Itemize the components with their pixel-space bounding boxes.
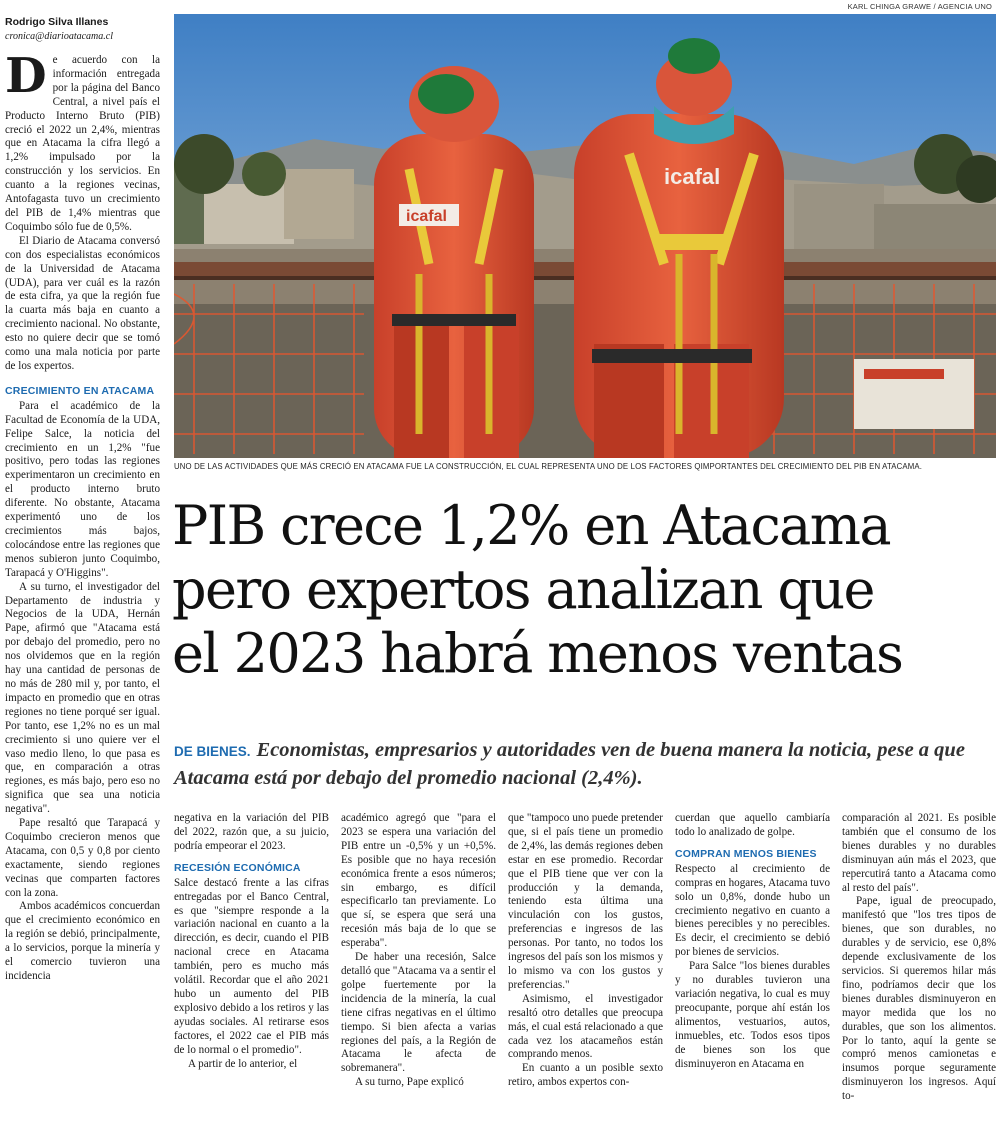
body-paragraph: A su turno, Pape explicó (355, 1076, 464, 1089)
deck (174, 737, 994, 792)
body-paragraph: Asimismo, el investigador resaltó otro detalles que preocupa más, el cual está relacionado a que cada vez los atacameños están comprando menos. (508, 992, 663, 1061)
article-photo (174, 14, 996, 458)
body-paragraph: e acuerdo con la información entregada por la página del Banco Central, a nivel país el Producto Interno Bruto (PIB) creció el 2022 un 2,4%, mientras que en Atacama la cifra llegó a 1,2% impulsado por la construcción y los servicios. En cuanto a la regiones vecinas, Antofagasta tuvo un crecimiento del PIB de 1,4% mientras que Coquimbo sólo fue de 0,5%. (5, 54, 160, 233)
left-column (5, 16, 160, 1126)
headline-line: PIB crece 1,2% en Atacama (172, 494, 890, 557)
vest-logo-left: icafal (406, 208, 447, 225)
section-subhead: CRECIMIENTO EN ATACAMA (5, 384, 155, 397)
photo-credit: KARL CHINGA GRAWE / AGENCIA UNO (847, 2, 992, 11)
body-paragraph: comparación al 2021. Es posible también que el consumo de los bienes durables y no durables disminuyan aún más el 2023, que repercutirá tanto a Atacama como al resto del país". (842, 812, 996, 894)
body-paragraph: Para Salce "los bienes durables y no durables tuvieron una variación negativa, lo cual es muy preocupante, porque ahí están los alimentos, vestuarios, autos, inmuebles, etc. Todos esos tipos de bienes son los que disminuyeron en Atacama en (675, 960, 830, 1070)
section-subhead: COMPRAN MENOS BIENES (675, 847, 817, 860)
body-paragraph: Salce destacó frente a las cifras entregadas por el Banco Central, es que "siempre responde a la variación nacional en cuanto a la dirección, es decir, cuando el PIB nacional crece en Atacama también, pero es mucho más volátil. Recordar que el año 2021 hubo un aumento del PIB explosivo debido a los retiros y las ayudas sociales. Al retirarse esos factores, el 2022 cae el PIB más de lo normal o el promedio". (174, 876, 329, 1056)
deck-text: Economistas, empresarios y autoridades ven de buena manera la noticia, pese a que Atacama está por debajo del promedio nacional (2,4%). (174, 739, 965, 789)
article-column-2 (341, 812, 496, 1127)
body-paragraph: Respecto al crecimiento de compras en hogares, Atacama tuvo solo un 0,8%, donde hubo un crecimiento negativo en cuanto a bienes perecibles y no perecibles. Es decir, el crecimiento se debió por bienes de servicios. (675, 862, 830, 959)
construction-workers-illustration (174, 14, 996, 458)
vest-logo-right: icafal (664, 164, 721, 189)
author-email[interactable]: cronica@diarioatacama.cl (5, 31, 113, 42)
body-paragraph: cuerdan que aquello cambiaría todo lo analizado de golpe. (675, 812, 830, 838)
author-name: Rodrigo Silva Illanes (5, 16, 109, 28)
article-column-5 (842, 812, 996, 1127)
section-subhead: RECESIÓN ECONÓMICA (174, 861, 301, 874)
body-paragraph: De haber una recesión, Salce detalló que "Atacama va a sentir el golpe fuertemente por la incidencia de la minería, la cual tiene cifras negativas en el último tiempo. Si bien afecta a varias regiones del país, a la Región de Atacama le afecta de sobremanera". (341, 951, 496, 1075)
deck-kicker: DE BIENES. (174, 744, 251, 759)
body-paragraph: Ambos académicos concuerdan que el crecimiento económico en la región se debió, principalmente, a lo servicios, porque la minería y el comercio tuvieron una incidencia (5, 900, 160, 982)
body-paragraph: negativa en la variación del PIB del 2022, razón que, a su juicio, podría empeorar el 2023. (174, 812, 329, 852)
body-paragraph: que "tampoco uno puede pretender que, si el país tiene un promedio de 2,4%, las demás regiones deben estar en ese promedio. Recordar que el PIB tiene que ver con la producción y la demanda, teniendo esta última una vinculación con los gustos, preferencias e ingresos de las personas. Por tanto, no todos los ingresos del país son los mismos y lo mismo va con los gustos y preferencias." (508, 812, 663, 991)
body-paragraph: Para el académico de la Facultad de Economía de la UDA, Felipe Salce, la noticia del crecimiento en un 1,2% "fue positivo, pero todas las regiones experimentaron un crecimiento en el producto interno bruto diferente. No obstante, Atacama experimentó uno de los crecimientos más bajos, colocándose entre las regiones que menos subieron junto Coquimbo, Tarapacá y O'Higgins". (5, 399, 160, 579)
body-paragraph: académico agregó que "para el 2023 se espera una variación del PIB entre un -0,5% y un +0,5%. Es posible que no haya recesión económica frente a esos números; sin embargo, es difícil especificarlo tan previamente. Lo que sí, se espera que será una recesión más baja de lo que se esperaba". (341, 812, 496, 950)
photo-caption: UNO DE LAS ACTIVIDADES QUE MÁS CRECIÓ EN ATACAMA FUE LA CONSTRUCCIÓN, EL CUAL REPRESENTA UNO DE LOS FACTORES QIMPORTANTES DEL CRECIMIENTO DEL PIB EN ATACAMA. (174, 462, 923, 471)
body-paragraph: A partir de lo anterior, el (188, 1057, 298, 1070)
body-paragraph: Pape, igual de preocupado, manifestó que "los tres tipos de bienes, que son durables, no durables y de servicio, ese 0,8% depende exclusivamente de los servicios. Si queremos hilar más fino, podríamos decir que los bienes durables disminuyeron en mayor medida que los no durables, que son los alimentos. Por lo tanto, aquí la gente se compró menos camionetas e insumos porque seguramente disminuyeron los ingresos. Aquí to- (842, 895, 996, 1103)
headline-line: pero expertos analizan que (172, 558, 874, 621)
article-column-3 (508, 812, 663, 1127)
article-column-4 (675, 812, 830, 1127)
body-paragraph: A su turno, el investigador del Departamento de industria y Negocios de la UDA, Hernán Pape, afirmó que "Atacama está por debajo del promedio, pero no nos olvidemos que en la región hay una cantidad de personas de no más de 280 mil y, por tanto, el impacto en promedio que en otras regiones no tiene porqué ser igual. Por tanto, ese 1,2% no es un mal crecimiento si uno quiere ver el vaso medio lleno, lo que pasa es que, en comparación a otras regiones, es más bajo, pero eso no significa que sea una noticia negativa". (5, 580, 160, 816)
article-column-1 (174, 812, 329, 1127)
headline-line: el 2023 habrá menos ventas (172, 622, 903, 685)
body-paragraph: En cuanto a un posible sexto retiro, ambos expertos con- (508, 1062, 663, 1089)
body-paragraph: Pape resaltó que Tarapacá y Coquimbo crecieron menos que Atacama, con 0,5 y 0,8 por ciento exactamente, siendo regiones vecinas que comparten factores con la zona. (5, 817, 160, 899)
drop-cap: D (5, 48, 47, 104)
headline (172, 494, 996, 686)
lead-paragraph-wrap (5, 48, 160, 235)
body-paragraph: El Diario de Atacama conversó con dos especialistas económicos de la Universidad de Atacama (UDA), para ver cuál es la razón de esta cifra, ya que la región fue la cuarta más baja en cuanto a crecimiento nacional. No obstante, esto no quiere decir que se tomó como una mala noticia por parte de los expertos. (5, 234, 160, 372)
